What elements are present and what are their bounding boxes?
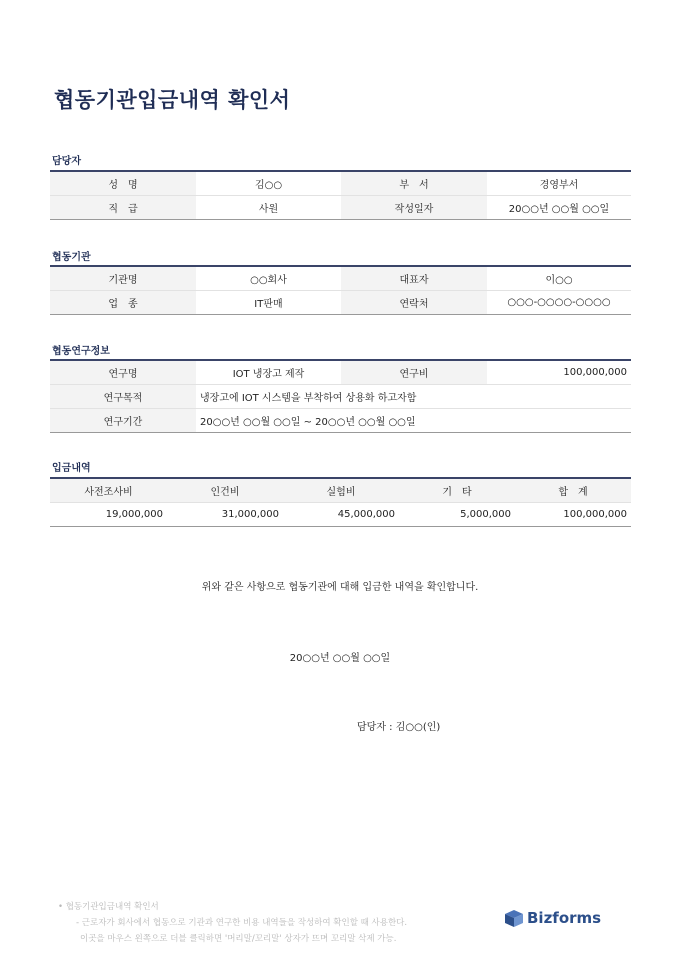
research-table [50, 359, 631, 433]
column-header: 실험비 [283, 478, 399, 503]
experiment-cost: 45,000,000 [337, 509, 395, 520]
institution-heading: 협동기관 [52, 252, 91, 263]
name-label: 성 명 [50, 171, 196, 196]
labor-cost: 31,000,000 [221, 509, 279, 520]
research-heading: 협동연구정보 [52, 346, 110, 357]
research-period-value: 20○○년 ○○월 ○○일 ~ 20○○년 ○○월 ○○일 [200, 417, 416, 428]
deposit-table [50, 477, 631, 527]
confirmation-date: 20○○년 ○○월 ○○일 [289, 653, 391, 664]
column-header: 사전조사비 [50, 478, 167, 503]
research-cost-value: 100,000,000 [487, 360, 631, 385]
table-row [50, 196, 631, 220]
table-row [50, 171, 631, 196]
column-header: 기 타 [399, 478, 515, 503]
table-row [50, 291, 631, 315]
department-value: 경영부서 [487, 171, 631, 196]
written-date-label: 작성일자 [341, 196, 487, 220]
logo-text: Bizforms [527, 909, 602, 927]
confirmation-statement: 위와 같은 사항으로 협동기관에 대해 입금한 내역을 확인합니다. [201, 582, 479, 593]
deposit-heading: 입금내역 [52, 463, 91, 474]
department-label: 부 서 [341, 171, 487, 196]
footer-title: • 협동기관입금내역 확인서 [58, 902, 159, 912]
research-name-label: 연구명 [50, 360, 196, 385]
institution-name-label: 기관명 [50, 266, 196, 291]
manager-table [50, 170, 631, 220]
research-cost-label: 연구비 [341, 360, 487, 385]
column-header: 인건비 [167, 478, 283, 503]
rank-label: 직 급 [50, 196, 196, 220]
deposit-header-row [50, 478, 631, 503]
signature-line: 담당자 : 김○○(인) [357, 722, 441, 733]
footer-note [58, 899, 407, 947]
written-date-value: 20○○년 ○○월 ○○일 [508, 204, 610, 215]
bizforms-cube-icon [505, 910, 523, 927]
name-value: 김○○ [196, 171, 341, 196]
manager-heading: 담당자 [52, 156, 81, 167]
research-name-value: IOT 냉장고 제작 [196, 360, 341, 385]
contact-value: ○○○-○○○○-○○○○ [507, 297, 611, 308]
research-purpose-label: 연구목적 [50, 385, 196, 409]
research-period-label: 연구기간 [50, 409, 196, 433]
institution-name-value: ○○회사 [196, 266, 341, 291]
total-cost: 100,000,000 [563, 509, 627, 520]
institution-table [50, 265, 631, 315]
column-header: 합 계 [515, 478, 631, 503]
industry-value: IT판매 [254, 299, 283, 310]
other-cost: 5,000,000 [460, 509, 511, 520]
representative-label: 대표자 [341, 266, 487, 291]
footer-description: - 근로자가 회사에서 협동으로 기관과 연구한 비용 내역들을 작성하여 확인할 때 사용한다. [76, 918, 408, 928]
bizforms-logo [505, 909, 601, 927]
deposit-value-row [50, 503, 631, 527]
research-purpose-value: 냉장고에 IOT 시스템을 부착하여 상용화 하고자함 [196, 385, 631, 409]
rank-value: 사원 [258, 204, 279, 215]
table-row [50, 409, 631, 433]
contact-label: 연락처 [341, 291, 487, 315]
document-title: 협동기관입금내역 확인서 [54, 88, 291, 112]
footer-hint: 이곳을 마우스 왼쪽으로 더블 클릭하면 '머리말/꼬리말' 상자가 뜨며 꼬리말 삭제 가능. [80, 934, 397, 944]
table-row [50, 266, 631, 291]
table-row [50, 385, 631, 409]
representative-value: 이○○ [487, 266, 631, 291]
industry-label: 업 종 [50, 291, 196, 315]
table-row [50, 360, 631, 385]
preliminary-research-cost: 19,000,000 [105, 509, 163, 520]
